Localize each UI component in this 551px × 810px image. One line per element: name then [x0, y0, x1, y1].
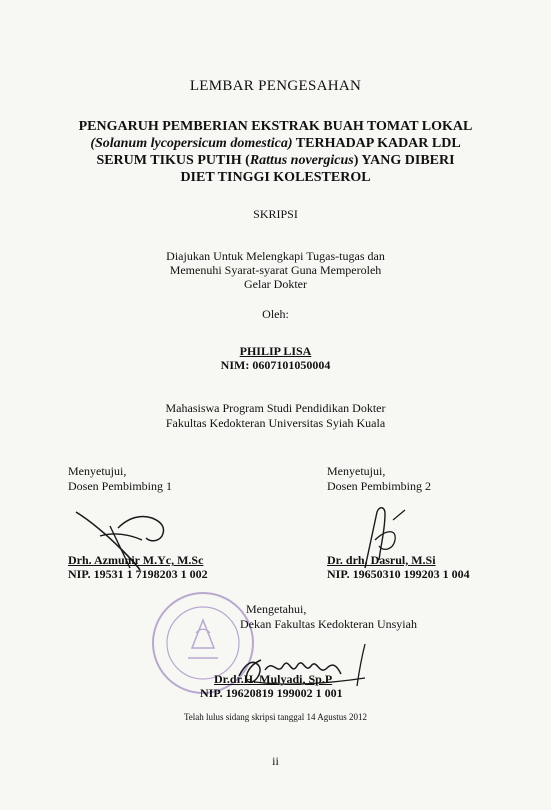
purpose-statement: [0, 249, 551, 291]
supervisor-1-name-block: [68, 553, 208, 581]
document-type: SKRIPSI: [253, 207, 298, 221]
dean-header: [240, 602, 417, 632]
dean-acknowledge: Mengetahui,: [246, 602, 307, 616]
supervisor-2-name-block: [327, 553, 470, 581]
page-number: ii: [272, 754, 279, 768]
study-program: [0, 401, 551, 431]
supervisor-2-role: Dosen Pembimbing 2: [327, 479, 431, 493]
title-line-2: [0, 135, 551, 152]
program-line-2: Fakultas Kedokteran Universitas Syiah Kuala: [165, 416, 386, 430]
supervisor-2-approve: Menyetujui,: [327, 464, 386, 478]
dean-name: Dr.dr.H. Mulyadi, Sp.P: [214, 672, 333, 686]
title-line-3-start: SERUM TIKUS PUTIH (: [96, 153, 250, 168]
dean-nip: NIP. 19620819 199002 1 001: [200, 686, 343, 700]
purpose-line-1: Diajukan Untuk Melengkapi Tugas-tugas dan: [166, 249, 385, 263]
title-line-3-end: ) YANG DIBERI: [353, 153, 455, 168]
page-heading: LEMBAR PENGESAHAN: [189, 78, 362, 94]
title-rat-name: Rattus novergicus: [249, 153, 354, 168]
supervisor-2-name: Dr. drh. Dasrul, M.Si: [327, 553, 436, 567]
title-line-1: PENGARUH PEMBERIAN EKSTRAK BUAH TOMAT LOKAL: [78, 119, 473, 134]
title-line-3: [0, 152, 551, 169]
dean-role: Dekan Fakultas Kedokteran Unsyiah: [240, 617, 417, 631]
supervisor-2-nip: NIP. 19650310 199203 1 004: [327, 567, 470, 581]
by-label: Oleh:: [262, 307, 289, 321]
supervisor-1-role: Dosen Pembimbing 1: [68, 479, 172, 493]
title-line-4: DIET TINGGI KOLESTEROL: [180, 170, 371, 185]
author-nim: NIM: 0607101050004: [220, 358, 331, 372]
dean-name-block: [200, 672, 343, 700]
supervisor-1-approve: Menyetujui,: [68, 464, 127, 478]
thesis-title: [0, 118, 551, 186]
title-line-2-rest: TERHADAP KADAR LDL: [292, 136, 461, 151]
purpose-line-3: Gelar Dokter: [244, 277, 307, 291]
supervisor-1-name: Drh. Azmunir M.Yc, M.Sc: [68, 553, 204, 567]
supervisor-1-nip: NIP. 19531 1 7198203 1 002: [68, 567, 208, 581]
title-scientific-name: (Solanum lycopersicum domestica): [90, 136, 293, 151]
defense-date-note: Telah lulus sidang skripsi tanggal 14 Agustus 2012: [183, 712, 368, 722]
purpose-line-2: Memenuhi Syarat-syarat Guna Memperoleh: [169, 263, 382, 277]
program-line-1: Mahasiswa Program Studi Pendidikan Dokter: [165, 401, 386, 415]
author-name: PHILIP LISA: [239, 344, 312, 358]
supervisor-2-header: [327, 464, 431, 494]
supervisor-1-header: [68, 464, 172, 494]
